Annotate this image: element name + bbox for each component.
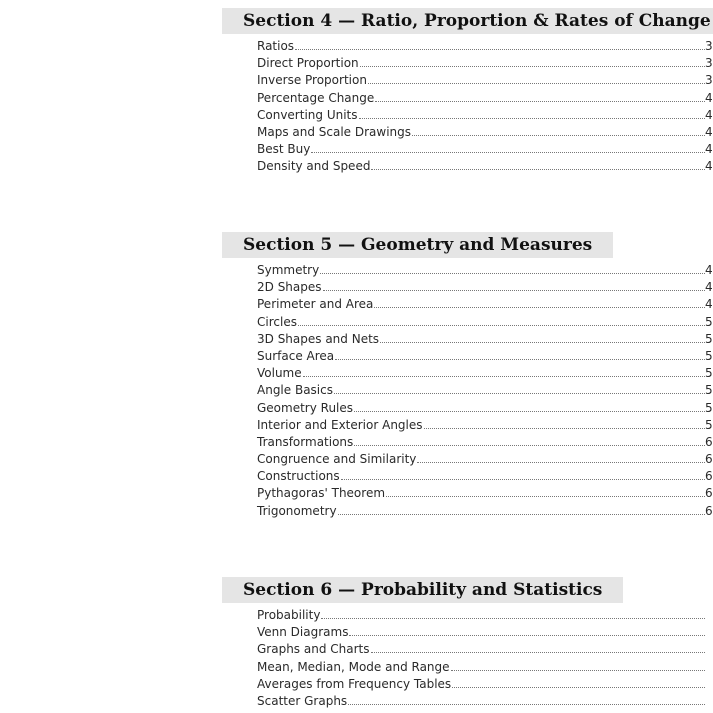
- toc-entry-page: 3: [705, 56, 713, 71]
- dot-leader: [338, 514, 705, 515]
- toc-entry-page: 6: [705, 452, 713, 467]
- toc-entry-page: 4: [705, 107, 713, 122]
- toc-entry-label: Pythagoras' Theorem: [257, 486, 386, 501]
- section-heading: Section 6 — Probability and Statistics: [222, 577, 623, 603]
- toc-entry-label: Surface Area: [257, 348, 335, 363]
- toc-entry[interactable]: [222, 365, 713, 382]
- toc-entry-label: Circles: [257, 314, 297, 329]
- toc-entry-label: Maps and Scale Drawings: [257, 124, 412, 139]
- dot-leader: [303, 376, 705, 377]
- toc-entry[interactable]: [222, 641, 713, 658]
- toc-entry[interactable]: [222, 38, 713, 55]
- toc-entry[interactable]: [222, 400, 713, 417]
- toc-entry[interactable]: [222, 158, 713, 175]
- toc-entry-label: Scatter Graphs: [257, 693, 348, 708]
- toc-entry[interactable]: [222, 417, 713, 434]
- toc-entry-page: 5: [705, 400, 713, 415]
- dot-leader: [298, 325, 705, 326]
- toc-entry-label: Direct Proportion: [257, 56, 359, 71]
- toc-entry-page: 5: [705, 331, 713, 346]
- dot-leader: [321, 618, 705, 619]
- dot-leader: [371, 652, 706, 653]
- toc-entry[interactable]: [222, 296, 713, 313]
- toc-entry-label: Mean, Median, Mode and Range: [257, 659, 450, 674]
- toc-entry[interactable]: [222, 607, 713, 624]
- toc-entry-page: 4: [705, 90, 713, 105]
- toc-entry-page: 4: [705, 142, 713, 157]
- dot-leader: [380, 342, 705, 343]
- toc-entry[interactable]: [222, 124, 713, 141]
- toc-entry[interactable]: [222, 141, 713, 158]
- dot-leader: [359, 118, 706, 119]
- dot-leader: [368, 83, 705, 84]
- dot-leader: [452, 687, 705, 688]
- dot-leader: [335, 359, 705, 360]
- dot-leader: [386, 496, 705, 497]
- dot-leader: [371, 169, 705, 170]
- toc-entry-label: Averages from Frequency Tables: [257, 676, 452, 691]
- dot-leader: [412, 135, 705, 136]
- toc-entry-page: 4: [705, 280, 713, 295]
- dot-leader: [354, 411, 705, 412]
- toc-list: [222, 607, 713, 710]
- toc-entry-label: Converting Units: [257, 107, 358, 122]
- toc-entry[interactable]: [222, 693, 713, 710]
- toc-entry[interactable]: [222, 503, 713, 520]
- dot-leader: [375, 101, 705, 102]
- toc-entry-page: 5: [705, 348, 713, 363]
- dot-leader: [323, 290, 705, 291]
- toc-list: [222, 38, 713, 176]
- dot-leader: [424, 428, 705, 429]
- toc-entry-label: Angle Basics: [257, 383, 333, 398]
- toc-entry-label: Best Buy: [257, 142, 311, 157]
- toc-entry[interactable]: [222, 434, 713, 451]
- dot-leader: [341, 479, 705, 480]
- toc-entry[interactable]: [222, 468, 713, 485]
- toc-entry[interactable]: [222, 659, 713, 676]
- toc-entry-label: Transformations: [257, 434, 354, 449]
- toc-entry-label: Inverse Proportion: [257, 73, 367, 88]
- toc-entry-page: 5: [705, 314, 713, 329]
- toc-entry[interactable]: [222, 624, 713, 641]
- toc-entry[interactable]: [222, 314, 713, 331]
- toc-entry-page: 6: [705, 434, 713, 449]
- section-5: [222, 232, 713, 520]
- toc-entry[interactable]: [222, 279, 713, 296]
- toc-entry-page: 6: [705, 486, 713, 501]
- toc-entry[interactable]: [222, 262, 713, 279]
- toc-entry-label: Graphs and Charts: [257, 642, 370, 657]
- toc-entry-label: 3D Shapes and Nets: [257, 331, 380, 346]
- section-6: [222, 577, 713, 710]
- toc-entry-label: Ratios: [257, 39, 295, 53]
- toc-entry-page: 4: [705, 263, 713, 277]
- toc-entry-label: Percentage Change: [257, 90, 375, 105]
- dot-leader: [348, 704, 705, 705]
- toc-entry[interactable]: [222, 348, 713, 365]
- dot-leader: [360, 66, 705, 67]
- toc-entry-label: Symmetry: [257, 263, 320, 277]
- toc-entry-label: Perimeter and Area: [257, 297, 374, 312]
- toc-entry[interactable]: [222, 90, 713, 107]
- section-heading: Section 4 — Ratio, Proportion & Rates of Change: [222, 8, 713, 34]
- dot-leader: [349, 635, 705, 636]
- toc-entry[interactable]: [222, 451, 713, 468]
- section-heading: Section 5 — Geometry and Measures: [222, 232, 613, 258]
- toc-entry-page: 4: [705, 124, 713, 139]
- toc-entry-label: Interior and Exterior Angles: [257, 417, 423, 432]
- dot-leader: [417, 462, 705, 463]
- toc-entry[interactable]: [222, 72, 713, 89]
- toc-entry-label: Probability: [257, 608, 321, 622]
- dot-leader: [354, 445, 705, 446]
- toc-entry-page: 3: [705, 39, 713, 53]
- toc-entry-page: 4: [705, 297, 713, 312]
- toc-list: [222, 262, 713, 520]
- dot-leader: [451, 670, 705, 671]
- toc-entry-page: 6: [705, 469, 713, 484]
- toc-entry[interactable]: [222, 55, 713, 72]
- toc-entry-label: Geometry Rules: [257, 400, 354, 415]
- toc-entry[interactable]: [222, 107, 713, 124]
- toc-entry-label: Venn Diagrams: [257, 625, 349, 640]
- toc-entry-label: Volume: [257, 366, 302, 381]
- toc-entry-label: 2D Shapes: [257, 280, 322, 295]
- toc-entry-page: 5: [705, 383, 713, 398]
- toc-entry-label: Constructions: [257, 469, 340, 484]
- dot-leader: [334, 393, 705, 394]
- section-4: [222, 8, 713, 176]
- dot-leader: [320, 273, 705, 274]
- dot-leader: [295, 49, 705, 50]
- toc-entry[interactable]: [222, 331, 713, 348]
- toc-entry[interactable]: [222, 382, 713, 399]
- toc-entry-page: 5: [705, 417, 713, 432]
- toc-entry-page: 5: [705, 366, 713, 381]
- dot-leader: [374, 307, 705, 308]
- toc-entry[interactable]: [222, 676, 713, 693]
- toc-entry-page: 3: [705, 73, 713, 88]
- toc-entry-label: Trigonometry: [257, 503, 337, 518]
- toc-entry-page: 6: [705, 503, 713, 518]
- dot-leader: [311, 152, 705, 153]
- toc-entry-page: 4: [705, 159, 713, 174]
- toc-entry-label: Density and Speed: [257, 159, 371, 174]
- toc-entry[interactable]: [222, 485, 713, 502]
- toc-entry-label: Congruence and Similarity: [257, 452, 417, 467]
